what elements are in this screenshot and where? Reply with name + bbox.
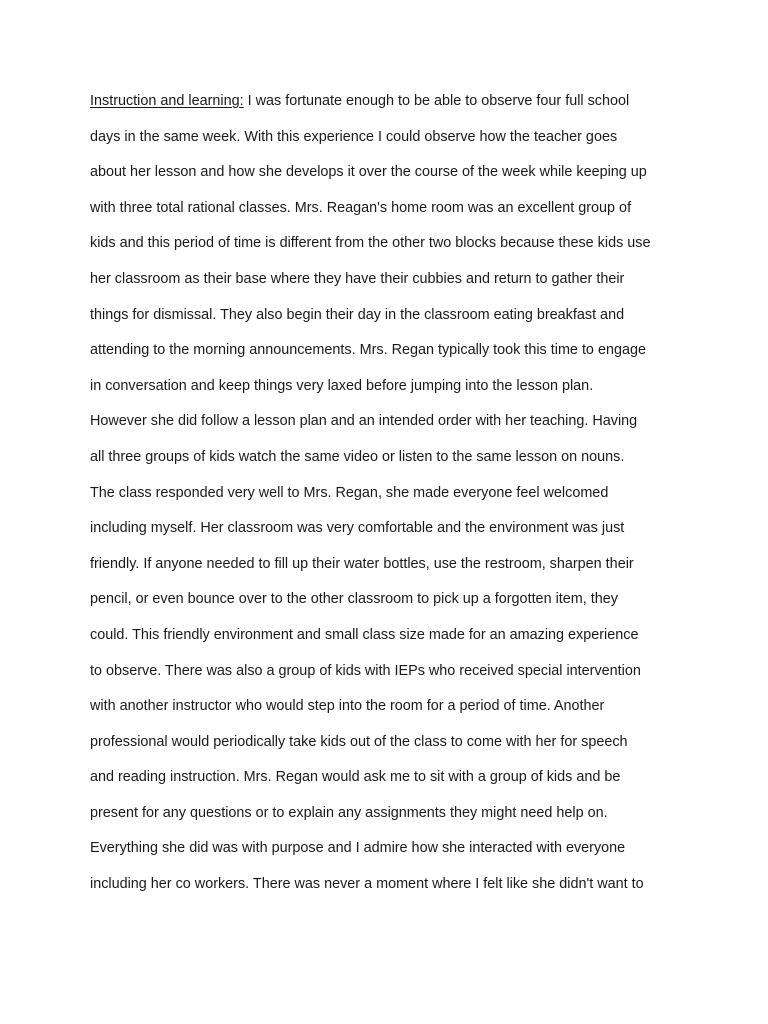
- text-line-content: I was fortunate enough to be able to observe four full school: [243, 93, 630, 109]
- text-line: However she did follow a lesson plan and an intended order with her teaching. Having: [90, 413, 638, 430]
- text-line: friendly. If anyone needed to fill up their water bottles, use the restroom, sharpen their: [90, 555, 634, 572]
- text-line: about her lesson and how she develops it over the course of the week while keeping up: [90, 164, 647, 181]
- text-line: all three groups of kids watch the same video or listen to the same lesson on nouns.: [90, 448, 625, 465]
- text-line: Everything she did was with purpose and I admire how she interacted with everyone: [90, 840, 626, 857]
- text-line: could. This friendly environment and small class size made for an amazing experience: [90, 626, 639, 643]
- text-line: with another instructor who would step into the room for a period of time. Another: [90, 698, 605, 715]
- text-line: The class responded very well to Mrs. Regan, she made everyone feel welcomed: [90, 484, 609, 501]
- text-line: things for dismissal. They also begin their day in the classroom eating breakfast and: [90, 306, 625, 323]
- text-line: including her co workers. There was never a moment where I felt like she didn't want to: [90, 876, 644, 893]
- text-line: with three total rational classes. Mrs. Reagan's home room was an excellent group of: [90, 199, 632, 216]
- section-heading: Instruction and learning:: [90, 93, 244, 109]
- text-line: present for any questions or to explain any assignments they might need help on.: [90, 804, 608, 821]
- text-line: pencil, or even bounce over to the other classroom to pick up a forgotten item, they: [90, 591, 618, 608]
- text-line: days in the same week. With this experience I could observe how the teacher goes: [90, 128, 618, 145]
- text-line: attending to the morning announcements. Mrs. Regan typically took this time to engage: [90, 342, 646, 359]
- text-line: professional would periodically take kids out of the class to come with her for speech: [90, 733, 628, 750]
- text-line: including myself. Her classroom was very comfortable and the environment was just: [90, 520, 625, 537]
- text-line: [90, 84, 690, 120]
- text-line: in conversation and keep things very laxed before jumping into the lesson plan.: [90, 377, 594, 394]
- text-line: her classroom as their base where they have their cubbies and return to gather their: [90, 270, 625, 287]
- text-line: kids and this period of time is different from the other two blocks because these kids use: [90, 235, 651, 252]
- text-line: and reading instruction. Mrs. Regan would ask me to sit with a group of kids and be: [90, 769, 621, 786]
- text-line: to observe. There was also a group of kids with IEPs who received special intervention: [90, 662, 641, 679]
- body-paragraph: [90, 84, 690, 903]
